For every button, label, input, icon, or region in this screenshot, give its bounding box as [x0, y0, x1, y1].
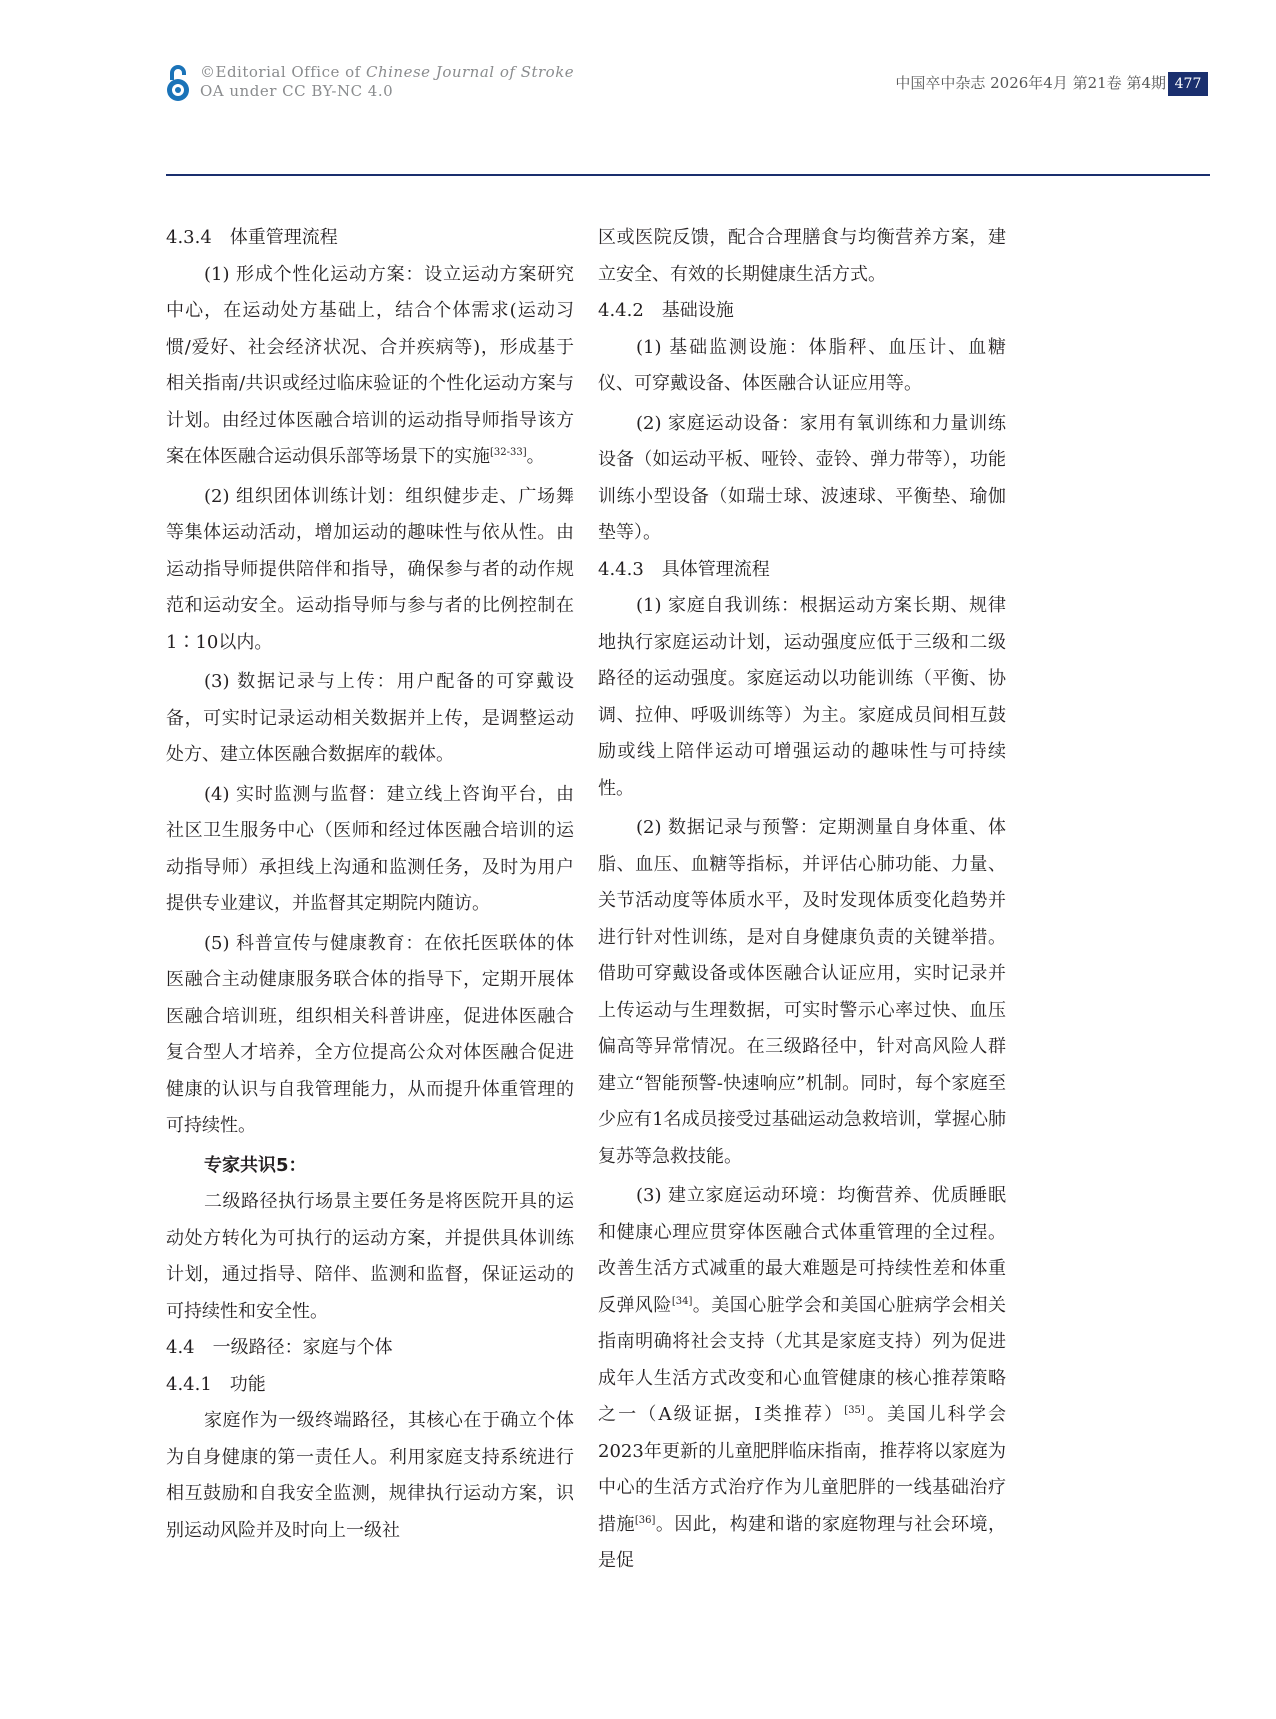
- paragraph: (2) 数据记录与预警：定期测量自身体重、体脂、血压、血糖等指标，并评估心肺功能、力量、关节活动度等体质水平，及时发现体质变化趋势并进行针对性训练，是对自身健康负责的关键举措。借助可穿戴设备或体医融合认证应用，实时记录并上传运动与生理数据，可实时警示心率过快、血压偏高等异常情况。在三级路径中，针对高风险人群建立“智能预警-快速响应”机制。同时，每个家庭至少应有1名成员接受过基础运动急救培训，掌握心肺复苏等急救技能。: [598, 817, 1006, 1167]
- section-heading-4-3-4: 4.3.4 体重管理流程: [166, 227, 338, 248]
- citation: [32-33]: [490, 447, 527, 458]
- citation: [34]: [671, 1295, 693, 1307]
- license-notice: [200, 63, 574, 101]
- right-column: [598, 220, 1006, 1580]
- paragraph: (1) 形成个性化运动方案：设立运动方案研究中心，在运动处方基础上，结合个体需求(运动习惯/爱好、社会经济状况、合并疾病等)，形成基于相关指南/共识或经过临床验证的个性化运动方案与计划。由经过体医融合培训的运动指导师指导该方案在体医融合运动俱乐部等场景下的实施[32-33]。: [166, 263, 574, 467]
- section-heading-4-4-1: 4.4.1 功能: [166, 1373, 266, 1395]
- paragraph: 家庭作为一级终端路径，其核心在于确立个体为自身健康的第一责任人。利用家庭支持系统进行相互鼓励和自我安全监测，规律执行运动方案，识别运动风险并及时向上一级社: [166, 1410, 574, 1541]
- left-column: [166, 220, 574, 1549]
- paragraph: (2) 组织团体训练计划：组织健步走、广场舞等集体运动活动，增加运动的趣味性与依从性。由运动指导师提供陪伴和指导，确保参与者的动作规范和运动安全。运动指导师与参与者的比例控制在1∶10以内。: [166, 485, 574, 653]
- license-line-2: OA under CC BY-NC 4.0: [200, 82, 394, 100]
- license-line-1: ©Editorial Office of Chinese Journal of Stroke: [200, 63, 575, 81]
- open-access-lock-icon: [164, 62, 192, 104]
- section-heading-4-4-3: 4.4.3 具体管理流程: [598, 558, 770, 580]
- paragraph: (3) 数据记录与上传：用户配备的可穿戴设备，可实时记录运动相关数据并上传，是调整运动处方、建立体医融合数据库的载体。: [166, 671, 574, 765]
- paragraph: (1) 家庭自我训练：根据运动方案长期、规律地执行家庭运动计划，运动强度应低于三级和二级路径的运动强度。家庭运动以功能训练（平衡、协调、拉伸、呼吸训练等）为主。家庭成员间相互鼓励或线上陪伴运动可增强运动的趣味性与可持续性。: [598, 595, 1006, 799]
- section-heading-4-4-2: 4.4.2 基础设施: [598, 300, 734, 321]
- paragraph: (2) 家庭运动设备：家用有氧训练和力量训练设备（如运动平板、哑铃、壶铃、弹力带等），功能训练小型设备（如瑞士球、波速球、平衡垫、瑜伽垫等）。: [598, 412, 1006, 543]
- paragraph: (5) 科普宣传与健康教育：在依托医联体的体医融合主动健康服务联合体的指导下，定期开展体医融合培训班，组织相关科普讲座，促进体医融合复合型人才培养，全方位提高公众对体医融合促进健康的认识与自我管理能力，从而提升体重管理的可持续性。: [166, 932, 574, 1136]
- paragraph: (1) 基础监测设施：体脂秤、血压计、血糖仪、可穿戴设备、体医融合认证应用等。: [598, 336, 1006, 394]
- journal-info: 中国卒中杂志 2026年4月 第21卷 第4期: [895, 74, 1166, 92]
- citation: [36]: [634, 1514, 656, 1526]
- page-number: 477: [1168, 72, 1208, 96]
- paragraph: (4) 实时监测与监督：建立线上咨询平台，由社区卫生服务中心（医师和经过体医融合培训的运动指导师）承担线上沟通和监测任务，及时为用户提供专业建议，并监督其定期院内随访。: [166, 783, 574, 914]
- paragraph: 区或医院反馈，配合合理膳食与均衡营养方案，建立安全、有效的长期健康生活方式。: [598, 227, 1006, 285]
- expert-consensus-label: 专家共识5：: [204, 1154, 307, 1176]
- expert-consensus-text: 二级路径执行场景主要任务是将医院开具的运动处方转化为可执行的运动方案，并提供具体训练计划，通过指导、陪伴、监测和监督，保证运动的可持续性和安全性。: [166, 1191, 574, 1322]
- citation: [35]: [844, 1405, 865, 1416]
- section-heading-4-4: 4.4 一级路径：家庭与个体: [166, 1337, 393, 1358]
- page-header: [0, 0, 1276, 180]
- journal-name: Chinese Journal of Stroke: [365, 63, 575, 81]
- paragraph: (3) 建立家庭运动环境：均衡营养、优质睡眠和健康心理应贯穿体医融合式体重管理的全过程。改善生活方式减重的最大难题是可持续性差和体重反弹风险[34]。美国心脏学会和美国心脏病学会相关指南明确将社会支持（尤其是家庭支持）列为促进成年人生活方式改变和心血管健康的核心推荐策略之一（A级证据，I类推荐）[35]。美国儿科学会2023年更新的儿童肥胖临床指南，推荐将以家庭为中心的生活方式治疗作为儿童肥胖的一线基础治疗措施[36]。因此，构建和谐的家庭物理与社会环境，是促: [598, 1185, 1007, 1571]
- header-rule: [166, 174, 1210, 176]
